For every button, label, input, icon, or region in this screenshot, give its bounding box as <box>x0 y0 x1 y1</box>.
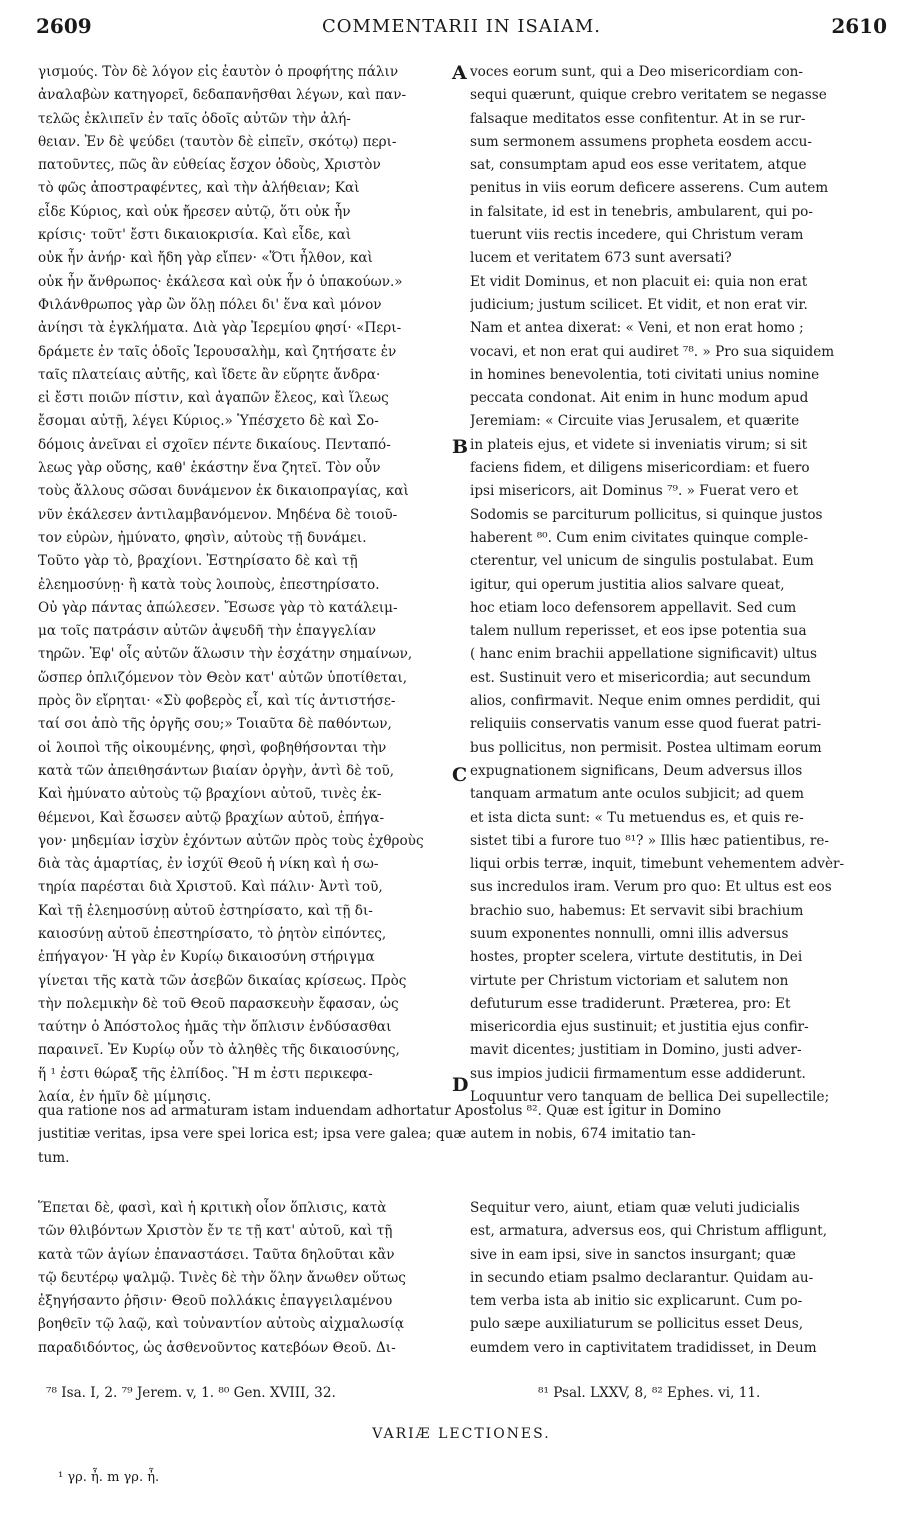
text-line: τῶν θλιβόντων Χριστὸν ἔν τε τῇ κατ' αὐτοῦ, καὶ τῇ <box>38 1223 393 1240</box>
text-line: ἔσομαι αὐτῇ, λέγει Κύριος.» Ὑπέσχετο δὲ καὶ Σο- <box>38 413 379 430</box>
text-line: vocavi, et non erat qui audiret ⁷⁸. » Pro sua siquidem <box>470 343 835 360</box>
text-line: sum sermonem assumens propheta eosdem accu- <box>470 133 812 150</box>
text-line: τελῶς ἐκλιπεῖν ἐν ταῖς ὁδοῖς αὐτῶν τὴν ἀλή- <box>38 110 351 127</box>
text-line: νῦν ἐκάλεσεν ἀντιλαμβανόμενον. Μηδένα δὲ τοιοῦ- <box>38 506 398 523</box>
latin-column <box>470 61 890 1109</box>
text-line: ἥ ¹ ἐστι θώραξ τῆς ἐλπίδος. Ἣ m ἐστι περικεφα- <box>38 1065 373 1082</box>
text-line: γισμούς. Τὸν δὲ λόγον εἰς ἑαυτὸν ὁ προφήτης πάλιν <box>38 64 399 80</box>
footnotes-right: ⁸¹ Psal. LXXV, 8, ⁸² Ephes. vi, 11. <box>538 1385 761 1401</box>
text-line: τὴν πολεμικὴν δὲ τοῦ Θεοῦ παρασκευὴν ἔφασαν, ὡς <box>38 995 399 1012</box>
text-line: τὸ φῶς ἀποστραφέντες, καὶ τὴν ἀλήθειαν; Καὶ <box>38 180 360 197</box>
text-line: Sodomis se parciturum pollicitus, si quinque justos <box>470 506 823 523</box>
full-width-line: justitiæ veritas, ipsa vere spei lorica est; ipsa vere galea; quæ autem in nobis, 674 imitatio tan- <box>38 1126 696 1143</box>
text-line: in homines benevolentia, toti civitati unius nomine <box>470 366 820 383</box>
text-line: tuerunt viis rectis incedere, qui Christum veram <box>470 227 804 244</box>
running-title: COMMENTARII IN ISAIAM. <box>321 16 602 37</box>
varia-notes: ¹ γρ. ἦ. m γρ. ἦ. <box>58 1470 160 1485</box>
text-line: γον· μηδεμίαν ἰσχὺν ἐχόντων αὐτῶν πρὸς τοὺς ἐχθροὺς <box>38 832 424 849</box>
text-line: est, armatura, adversus eos, qui Christum affligunt, <box>470 1223 828 1240</box>
text-line: Φιλάνθρωπος γὰρ ὢν ὅλῃ πόλει δι' ἕνα καὶ μόνον <box>38 296 382 313</box>
page-number-right: 2610 <box>831 14 887 38</box>
text-line: τηρία παρέσται διὰ Χριστοῦ. Καὶ πάλιν· Ἀντὶ τοῦ, <box>38 879 383 896</box>
text-line: virtute per Christum victoriam et salutem non <box>470 972 789 989</box>
text-line: voces eorum sunt, qui a Deo misericordiam con- <box>470 64 804 80</box>
text-line: Ἕπεται δὲ, φασὶ, καὶ ἡ κριτικὴ οἷον ὅπλισις, κατὰ <box>38 1200 387 1216</box>
text-line: sus impios judicii firmamentum esse addiderunt. <box>470 1065 806 1082</box>
text-line: Nam et antea dixerat: « Veni, et non erat homo ; <box>470 320 804 337</box>
latin-column-2 <box>470 1197 890 1360</box>
text-line: brachio suo, habemus: Et servavit sibi brachium <box>470 902 804 919</box>
varia-heading: VARIÆ LECTIONES. <box>372 1426 551 1442</box>
text-line: ὥσπερ ὁπλιζόμενον τὸν Θεὸν κατ' αὐτῶν ὑποτίθεται, <box>38 669 408 686</box>
text-line: ταύτην ὁ Ἀπόστολος ἡμᾶς τὴν ὅπλισιν ἐνδύσασθαι <box>38 1019 392 1036</box>
text-line: falsaque meditatos esse confitentur. At in se rur- <box>470 110 806 127</box>
text-line: cterentur, vel unicum de singulis postulabat. Eum <box>470 553 814 570</box>
text-line: θέμενοι, Καὶ ἔσωσεν αὐτῷ βραχίων αὐτοῦ, ἐπήγα- <box>38 809 385 826</box>
text-line: Οὐ γὰρ πάντας ἀπώλεσεν. Ἔσωσε γὰρ τὸ κατάλειμ- <box>38 599 398 616</box>
text-line: misericordia ejus sustinuit; et justitia ejus confir- <box>470 1019 809 1036</box>
full-width-line: tum. <box>38 1149 70 1166</box>
text-line: λεως γὰρ οὔσης, καθ' ἑκάστην ἕνα ζητεῖ. Τὸν οὖν <box>38 460 381 477</box>
text-line: igitur, qui operum justitia alios salvare queat, <box>470 576 785 593</box>
full-width-line: qua ratione nos ad armaturam istam induendam adhortatur Apostolus ⁸². Quæ est igitur in Domino <box>38 1103 722 1119</box>
text-line: mavit dicentes; justitiam in Domino, justi adver- <box>470 1042 802 1059</box>
text-line: μα τοῖς πατράσιν αὐτῶν ἀψευδῆ τὴν ἐπαγγελίαν <box>38 623 377 640</box>
text-line: Jeremiam: « Circuite vias Jerusalem, et quærite <box>470 413 800 430</box>
text-line: peccata condonat. Ait enim in hunc modum apud <box>470 390 809 407</box>
full-width-text <box>38 1100 890 1170</box>
text-line: tanquam armatum ante oculos subjicit; ad quem <box>470 786 805 803</box>
text-line: faciens fidem, et diligens misericordiam: et fuero <box>470 460 810 477</box>
text-line: haberent ⁸⁰. Cum enim civitates quinque comple- <box>470 529 809 546</box>
text-line: lucem et veritatem 673 sunt aversati? <box>470 250 732 267</box>
text-line: ταί σοι ἀπὸ τῆς ὀργῆς σου;» Τοιαῦτα δὲ παθόντων, <box>38 716 392 733</box>
text-line: ἐλεημοσύνῃ· ἢ κατὰ τοὺς λοιποὺς, ἐπεστηρίσατο. <box>38 576 380 593</box>
text-line: sequi quærunt, quique crebro veritatem se negasse <box>470 87 827 104</box>
text-line: in falsitate, id est in tenebris, ambularent, qui po- <box>470 203 813 220</box>
text-line: ταῖς πλατείαις αὐτῆς, καὶ ἴδετε ἂν εὕρητε ἄνδρα· <box>38 366 381 383</box>
page-header <box>0 6 923 38</box>
text-line: λαία, ἐν ἡμῖν δὲ μίμησις. <box>38 1089 212 1106</box>
footnotes-left: ⁷⁸ Isa. I, 2. ⁷⁹ Jerem. v, 1. ⁸⁰ Gen. XVIII, 32. <box>46 1385 336 1401</box>
text-line: οὐκ ἦν ἄνθρωπος· ἐκάλεσα καὶ οὐκ ἦν ὁ ὑπακούων.» <box>38 273 403 290</box>
text-line: παραδιδόντος, ὡς ἀσθενοῦντος κατεβόων Θεοῦ. Δι- <box>38 1339 396 1356</box>
text-line: τοὺς ἄλλους σῶσαι δυνάμενον ἐκ δικαιοπραγίας, καὶ <box>38 483 409 500</box>
text-line: in plateis ejus, et videte si inveniatis virum; si sit <box>470 436 808 453</box>
text-line: liqui orbis terræ, inquit, timebunt vehementem advèr- <box>470 856 845 873</box>
text-line: οὐκ ἦν ἀνήρ· καὶ ἤδη γὰρ εἴπεν· «Ὅτι ἦλθον, καὶ <box>38 250 373 267</box>
text-line: Καὶ ἠμύνατο αὐτοὺς τῷ βραχίονι αὐτοῦ, τινὲς ἐκ- <box>38 786 382 803</box>
text-line: καιοσύνῃ αὐτοῦ ἐπεστηρίσατο, τὸ ῥητὸν εἰπόντες, <box>38 925 387 942</box>
text-line: ἀνίησι τὰ ἐγκλήματα. Διὰ γὰρ Ἱερεμίου φησί· «Περι- <box>38 320 402 337</box>
text-line: παραινεῖ. Ἐν Κυρίῳ οὖν τὸ ἀληθὲς τῆς δικαιοσύνης, <box>38 1042 400 1059</box>
margin-letter-d: D <box>452 1074 469 1096</box>
text-line: in secundo etiam psalmo declarantur. Quidam au- <box>470 1269 814 1286</box>
text-line: sistet tibi a furore tuo ⁸¹? » Illis hæc patientibus, re- <box>470 832 830 849</box>
text-line: penitus in viis eorum deficere asserens. Cum autem <box>470 180 829 197</box>
greek-column-2 <box>38 1197 450 1360</box>
text-line: sus incredulos iram. Verum pro quo: Et ultus est eos <box>470 879 832 896</box>
text-line: πατοῦντες, πῶς ἂν εὐθείας ἔσχον ὁδοὺς, Χριστὸν <box>38 157 381 174</box>
text-line: δόμοις ἀνεῖναι εἰ σχοῖεν πέντε δικαίους. Πενταπό- <box>38 436 391 453</box>
text-line: judicium; justum scilicet. Et vidit, et non erat vir. <box>470 296 808 313</box>
text-line: πρὸς ὃν εἴρηται· «Σὺ φοβερὸς εἶ, καὶ τίς ἀντιστήσε- <box>38 693 396 710</box>
text-line: eumdem vero in captivitatem tradidisset, in Deum <box>470 1339 817 1356</box>
margin-letter-a: A <box>452 62 467 84</box>
text-line: ἐπήγαγον· Ἡ γὰρ ἐν Κυρίῳ δικαιοσύνη στήριγμα <box>38 949 375 966</box>
text-line: est. Sustinuit vero et misericordia; aut secundum <box>470 669 811 686</box>
text-line: οἱ λοιποὶ τῆς οἰκουμένης, φησὶ, φοβηθήσονται τὴν <box>38 739 387 756</box>
text-line: ἀναλαβὼν κατηγορεῖ, δεδαπανῆσθαι λέγων, καὶ παν- <box>38 87 407 104</box>
greek-column <box>38 61 450 1109</box>
text-line: defuturum esse tradiderunt. Præterea, pro: Et <box>470 995 791 1012</box>
text-line: τον εὑρὼν, ἠμύνατο, φησὶν, αὐτοὺς τῇ δυνάμει. <box>38 529 367 546</box>
text-line: γίνεται τῆς κατὰ τῶν ἀσεβῶν δικαίας κρίσεως. Πρὸς <box>38 972 407 989</box>
text-line: ipsi misericors, ait Dominus ⁷⁹. » Fuerat vero et <box>470 483 799 500</box>
text-line: tem verba ista ab initio sic explicarunt. Cum po- <box>470 1293 803 1310</box>
text-line: expugnationem significans, Deum adversus illos <box>470 762 803 779</box>
text-line: ( hanc enim brachii appellatione significavit) ultus <box>470 646 818 663</box>
text-line: ἐξηγήσαντο ῥῆσιν· Θεοῦ πολλάκις ἐπαγγειλαμένου <box>38 1293 393 1310</box>
text-line: τῷ δευτέρῳ ψαλμῷ. Τινὲς δὲ τὴν ὅλην ἄνωθεν οὕτως <box>38 1269 406 1286</box>
text-line: pulo sæpe auxiliaturum se pollicitus esset Deus, <box>470 1316 804 1333</box>
text-line: κατὰ τῶν ἀπειθησάντων βιαίαν ὀργὴν, ἀντὶ δὲ τοῦ, <box>38 762 395 779</box>
text-line: βοηθεῖν τῷ λαῷ, καὶ τοὐναντίον αὐτοὺς αἰχμαλωσίᾳ <box>38 1316 404 1333</box>
text-line: εἶδε Κύριος, καὶ οὐκ ἤρεσεν αὐτῷ, ὅτι οὐκ ἦν <box>38 203 351 220</box>
margin-letter-c: C <box>452 764 468 786</box>
text-line: Et vidit Dominus, et non placuit ei: quia non erat <box>470 273 808 290</box>
text-line: bus pollicitus, non permisit. Postea ultimam eorum <box>470 739 822 756</box>
text-line: κατὰ τῶν ἁγίων ἐπαναστάσει. Ταῦτα δηλοῦται κἂν <box>38 1246 395 1263</box>
text-line: alios, confirmavit. Neque enim omnes perdidit, qui <box>470 693 821 710</box>
text-line: διὰ τὰς ἁμαρτίας, ἐν ἰσχύϊ Θεοῦ ἡ νίκη καὶ ἡ σω- <box>38 856 379 873</box>
text-line: talem nullum reperisset, et eos ipse potentia sua <box>470 623 807 640</box>
text-line: δράμετε ἐν ταῖς ὁδοῖς Ἱερουσαλὴμ, καὶ ζητήσατε ἐν <box>38 343 397 360</box>
text-line: εἰ ἔστι ποιῶν πίστιν, καὶ ἀγαπῶν ἔλεος, καὶ ἵλεως <box>38 390 389 407</box>
text-line: sive in eam ipsi, sive in sanctos insurgant; quæ <box>470 1246 796 1263</box>
page-number-left: 2609 <box>36 14 92 38</box>
text-line: κρίσις· τοῦτ' ἔστι δικαιοκρισία. Καὶ εἶδε, καὶ <box>38 227 352 244</box>
text-line: suum exponentes nonnulli, omni illis adversus <box>470 925 789 942</box>
margin-letter-b: B <box>452 436 469 458</box>
text-line: θειαν. Ἐν δὲ ψεύδει (ταυτὸν δὲ εἰπεῖν, σκότῳ) περι- <box>38 133 397 150</box>
text-line: τηρῶν. Ἐφ' οἷς αὐτῶν ἅλωσιν τὴν ἐσχάτην σημαίνων, <box>38 646 413 663</box>
text-line: et ista dicta sunt: « Tu metuendus es, et quis re- <box>470 809 804 826</box>
text-line: reliquiis conservatis vanum esse quod fuerat patri- <box>470 716 822 733</box>
text-line: Τοῦτο γὰρ τὸ, βραχίονι. Ἐστηρίσατο δὲ καὶ τῇ <box>38 553 358 570</box>
text-line: Loquuntur vero tanquam de bellica Dei supellectile; <box>470 1089 830 1106</box>
text-line: hoc etiam loco defensorem appellavit. Sed cum <box>470 599 797 616</box>
text-line: sat, consumptam apud eos esse veritatem, atque <box>470 157 807 174</box>
text-line: Καὶ τῇ ἐλεημοσύνῃ αὐτοῦ ἐστηρίσατο, καὶ τῇ δι- <box>38 902 373 919</box>
text-line: Sequitur vero, aiunt, etiam quæ veluti judicialis <box>470 1200 800 1216</box>
text-line: hostes, propter scelera, virtute destitutis, in Dei <box>470 949 803 966</box>
